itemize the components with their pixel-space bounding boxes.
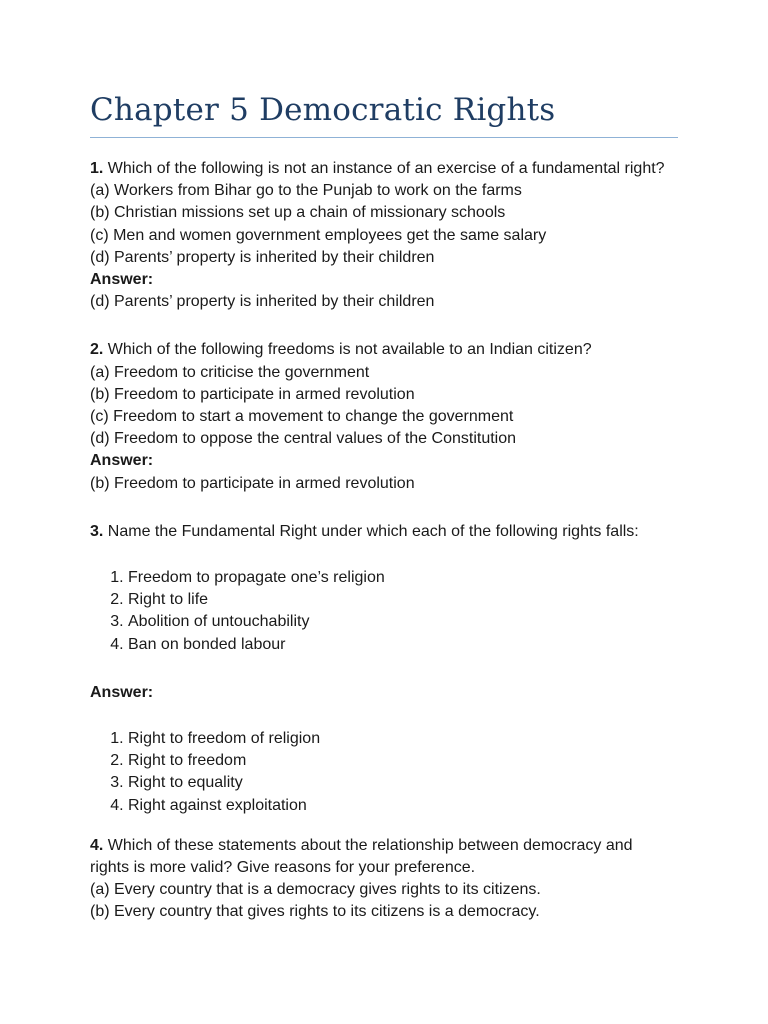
answers-list xyxy=(90,728,690,817)
option: (d) Parents’ property is inherited by their children xyxy=(90,248,435,266)
rights-list xyxy=(90,567,690,656)
list-item: 1. Right to freedom of religion xyxy=(128,728,690,750)
option: (a) Freedom to criticise the government xyxy=(90,363,370,381)
answer-label: Answer: xyxy=(90,683,154,701)
answer-text: (d) Parents’ property is inherited by their children xyxy=(90,293,435,311)
question-number: 1. xyxy=(90,160,104,177)
option: (c) Men and women government employees get the same salary xyxy=(90,226,547,244)
answer-label: Answer: xyxy=(90,452,154,470)
option: (b) Freedom to participate in armed revolution xyxy=(90,385,415,403)
page-title: Chapter 5 Democratic Rights xyxy=(90,92,556,128)
list-item: 4. Ban on bonded labour xyxy=(128,634,690,656)
option: (a) Every country that is a democracy gives rights to its citizens. xyxy=(90,881,541,899)
question-3 xyxy=(90,521,690,817)
list-item: 1. Freedom to propagate one’s religion xyxy=(128,567,690,589)
list-item: 3. Right to equality xyxy=(128,772,690,794)
answer-label: Answer: xyxy=(90,271,154,289)
question-number: 4. xyxy=(90,836,104,854)
question-4 xyxy=(90,835,690,924)
question-text: 3. Name the Fundamental Right under which each of the following rights falls: xyxy=(90,522,639,540)
option: (b) Every country that gives rights to its citizens is a democracy. xyxy=(90,903,540,921)
title-divider xyxy=(90,137,678,138)
list-item: 2. Right to life xyxy=(128,589,690,611)
question-text: 2. Which of the following freedoms is not available to an Indian citizen? xyxy=(90,341,592,359)
question-text: 1. Which of the following is not an instance of an exercise of a fundamental right? xyxy=(90,160,665,177)
question-1 xyxy=(90,158,690,313)
list-item: 4. Right against exploitation xyxy=(128,795,690,817)
question-text-continued: rights is more valid? Give reasons for your preference. xyxy=(90,859,476,877)
option: (d) Freedom to oppose the central values of the Constitution xyxy=(90,430,517,448)
question-2 xyxy=(90,339,690,494)
question-text: 4. Which of these statements about the relationship between democracy and xyxy=(90,836,633,854)
option: (b) Christian missions set up a chain of missionary schools xyxy=(90,204,506,222)
question-number: 3. xyxy=(90,522,104,540)
question-number: 2. xyxy=(90,341,104,359)
answer-text: (b) Freedom to participate in armed revolution xyxy=(90,474,415,492)
option: (a) Workers from Bihar go to the Punjab to work on the farms xyxy=(90,182,522,200)
option: (c) Freedom to start a movement to change the government xyxy=(90,408,514,426)
list-item: 3. Abolition of untouchability xyxy=(128,611,690,633)
list-item: 2. Right to freedom xyxy=(128,750,690,772)
document-body xyxy=(90,158,690,950)
